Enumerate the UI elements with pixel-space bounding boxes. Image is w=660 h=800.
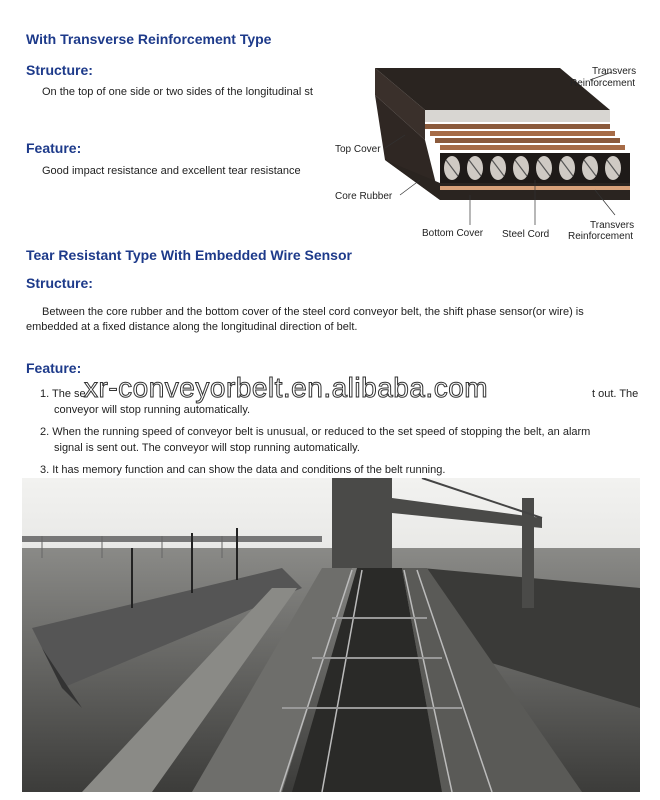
section1-title: With Transverse Reinforcement Type: [26, 31, 272, 47]
watermark: xr-conveyorbelt.en.alibaba.com: [84, 372, 489, 403]
section2-title: Tear Resistant Type With Embedded Wire Sensor: [26, 247, 352, 263]
section1-feature-text: Good impact resistance and excellent tear resistance: [42, 165, 301, 177]
section1-feature-heading: Feature:: [26, 140, 82, 156]
label-top-cover: Top Cover: [335, 144, 381, 155]
feature-1-line2: conveyor will stop running automatically.: [54, 404, 251, 416]
feature-3-line1: 3. It has memory function and can show the data and conditions of the belt running.: [40, 464, 446, 476]
label-transvers-bottom: Transvers: [590, 220, 635, 231]
feature-1-line1-end: t out. The: [592, 388, 639, 400]
section1-structure-heading: Structure:: [26, 62, 93, 78]
section2-structure-heading: Structure:: [26, 275, 93, 291]
port-conveyor-photo: [22, 478, 640, 792]
section2-structure-line2: embedded at a fixed distance along the longitudinal direction of belt.: [26, 321, 358, 333]
section2-feature-heading: Feature:: [26, 360, 82, 376]
belt-cross-section-diagram: [330, 60, 660, 245]
label-bottom-cover: Bottom Cover: [422, 228, 484, 239]
label-transvers-top: Transvers: [592, 66, 637, 77]
upper-transverse-reinforcement: [425, 124, 625, 150]
label-reinforcement-top: Reinforcement: [570, 78, 636, 89]
label-core-rubber: Core Rubber: [335, 191, 393, 202]
feature-2-line2: signal is sent out. The conveyor will stop running automatically.: [54, 442, 360, 454]
steel-cord-band: [440, 153, 630, 183]
feature-1-line1: 1. The se: [40, 388, 86, 400]
label-reinforcement-bottom: Reinforcement: [568, 231, 634, 242]
section1-structure-text: On the top of one side or two sides of the longitudinal st: [42, 86, 313, 98]
feature-2-line1: 2. When the running speed of conveyor belt is unusual, or reduced to the set speed of stopping the belt, an alarm: [40, 426, 591, 438]
section2-structure-line1: Between the core rubber and the bottom cover of the steel cord conveyor belt, the shift phase sensor(or wire) is: [42, 306, 584, 318]
label-steel-cord: Steel Cord: [502, 229, 550, 240]
